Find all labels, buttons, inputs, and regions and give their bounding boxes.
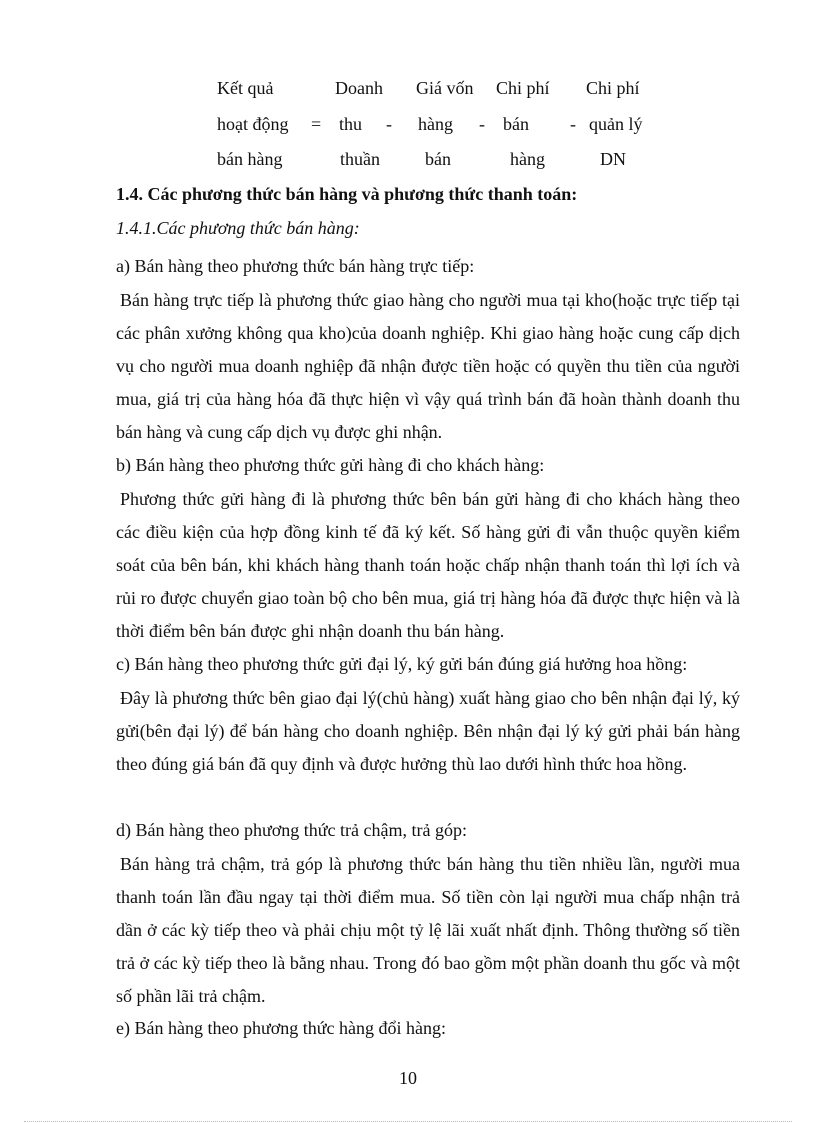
- formula-term: Chi phí: [496, 78, 550, 98]
- item-title-e: e) Bán hàng theo phương thức hàng đổi hàng:: [116, 1018, 446, 1038]
- page-number: 10: [399, 1068, 417, 1088]
- formula-minus: -: [479, 114, 485, 134]
- formula-equals: =: [311, 114, 322, 134]
- paragraph-b: Phương thức gửi hàng đi là phương thức bên bán gửi hàng đi cho khách hàng theo các điều kiện của hợp đồng kinh tế đã ký kết. Số hàng gửi đi vẫn thuộc quyền kiểm soát của bên bán, khi khách hàng thanh toán hoặc chấp nhận thanh toán thì lợi ích và rủi ro được chuyển giao toàn bộ cho bên mua, giá trị hàng hóa đã được thực hiện và là thời điểm bên bán được ghi nhận doanh thu bán hàng.: [116, 489, 740, 641]
- item-title-c: c) Bán hàng theo phương thức gửi đại lý, ký gửi bán đúng giá hưởng hoa hồng:: [116, 654, 688, 674]
- paragraph-c: Đây là phương thức bên giao đại lý(chủ hàng) xuất hàng giao cho bên nhận đại lý, ký gửi(bên đại lý) để bán hàng cho doanh nghiệp. Bên nhận đại lý ký gửi phải bán hàng theo đúng giá bán đã quy định và được hưởng thù lao dưới hình thức hoa hồng.: [116, 688, 740, 774]
- item-title-d: d) Bán hàng theo phương thức trả chậm, trả góp:: [116, 820, 467, 840]
- formula-label: bán hàng: [217, 149, 283, 169]
- formula-term: Chi phí: [586, 78, 640, 98]
- formula-term: thuần: [340, 149, 380, 169]
- page-bottom-divider: [24, 1121, 792, 1122]
- formula-term: hàng: [418, 114, 453, 134]
- paragraph-d: Bán hàng trả chậm, trả góp là phương thức bán hàng thu tiền nhiều lần, người mua thanh toán lần đầu ngay tại thời điểm mua. Số tiền còn lại người mua chấp nhận trả dần ở các kỳ tiếp theo và phải chịu một tỷ lệ lãi xuất nhất định. Thông thường số tiền trả ở các kỳ tiếp theo là bằng nhau. Trong đó bao gồm một phần doanh thu gốc và một số phần lãi trả chậm.: [116, 854, 740, 1006]
- formula-term: Giá vốn: [416, 78, 474, 98]
- item-title-a: a) Bán hàng theo phương thức bán hàng trực tiếp:: [116, 256, 475, 276]
- formula-term: hàng: [510, 149, 545, 169]
- formula-term: bán: [503, 114, 529, 134]
- formula-term: thu: [339, 114, 363, 134]
- formula-term: bán: [425, 149, 451, 169]
- formula-term: Doanh: [335, 78, 383, 98]
- formula-block: [0, 0, 816, 180]
- formula-term: DN: [600, 149, 626, 169]
- formula-minus: -: [386, 114, 392, 134]
- formula-label: Kết quả: [217, 78, 274, 98]
- formula-minus: -: [570, 114, 576, 134]
- paragraph-a: Bán hàng trực tiếp là phương thức giao hàng cho người mua tại kho(hoặc trực tiếp tại các phân xưởng không qua kho)của doanh nghiệp. Khi giao hàng hoặc cung cấp dịch vụ cho người mua doanh nghiệp đã nhận được tiền hoặc có quyền thu tiền của người mua, giá trị của hàng hóa đã thực hiện vì vậy quá trình bán đã hoàn thành doanh thu bán hàng và cung cấp dịch vụ được ghi nhận.: [116, 290, 740, 442]
- section-heading: 1.4. Các phương thức bán hàng và phương thức thanh toán:: [116, 184, 578, 204]
- item-title-b: b) Bán hàng theo phương thức gửi hàng đi cho khách hàng:: [116, 455, 545, 475]
- formula-label: hoạt động: [217, 114, 289, 134]
- formula-term: quản lý: [589, 114, 643, 134]
- subsection-heading: 1.4.1.Các phương thức bán hàng:: [116, 218, 360, 238]
